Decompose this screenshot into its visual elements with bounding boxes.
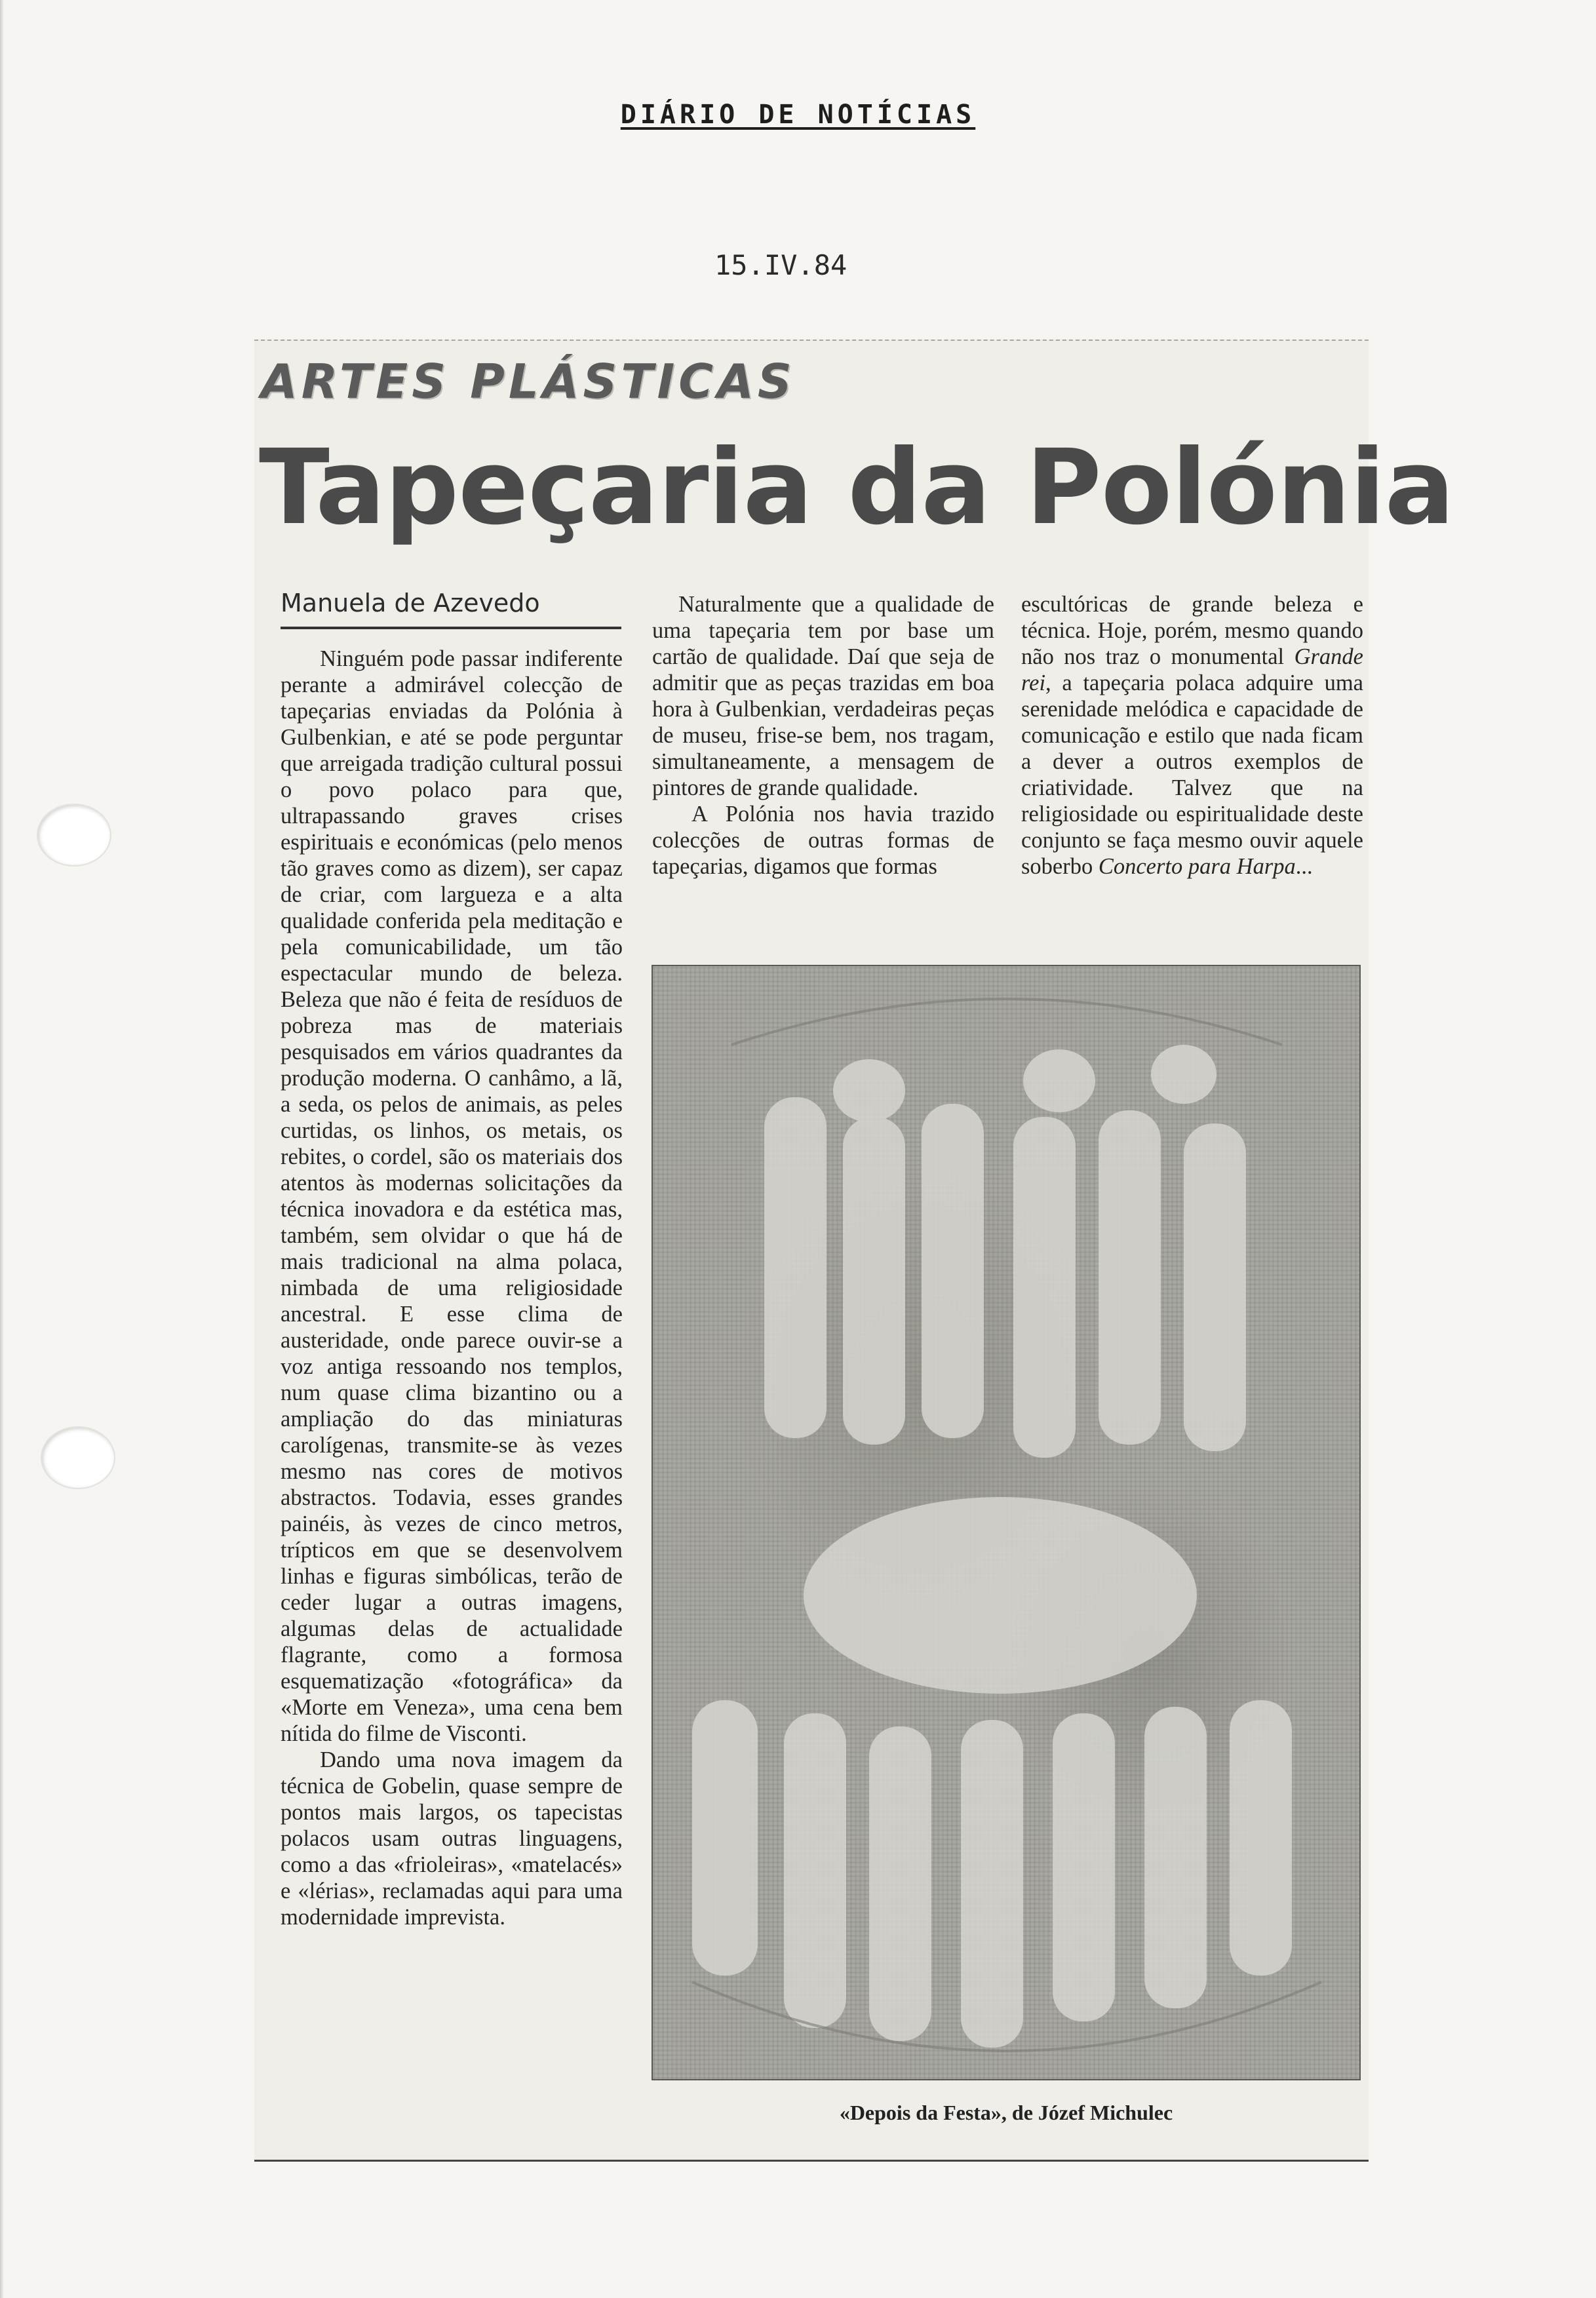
punch-hole-top [38,805,110,865]
artwork-title-grande-rei: Grande rei [1021,644,1363,695]
column-3-text-a: escultóricas de grande beleza e técnica. Hoje, porém, mesmo quando não nos traz o monumental [1021,592,1363,669]
column-3-text-b: , a tapeçaria polaca adquire uma serenidade melódica e capacidade de comunicação e estilo que nada ficam a dever a outros exemplos de criatividade. Talvez que na religiosidade ou espiritualidade deste conjunto se faça mesmo ouvir aquele soberbo [1021,671,1363,879]
column-2-paragraph-1: Naturalmente que a qualidade de uma tapeçaria tem por base um cartão de qualidade. Daí que seja de admitir que as peças trazidas em boa hora à Gulbenkian, verdadeiras peças de museu, frise-se bem, nos tragam, simultaneamente, a mensagem de pintores de grande qualidade. [652,592,994,800]
photo-caption [652,2101,1361,2125]
column-3-paragraph [1021,591,1363,880]
column-2-paragraph-2: A Polónia nos havia trazido colecções de outras formas de tapeçarias, digamos que formas [652,802,994,879]
column-1-paragraph-2: Dando uma nova imagem da técnica de Gobelin, quase sempre de pontos mais largos, os tapecistas polacos usam outras linguagens, como a das «frioleiras», «matelacés» e «lérias», reclamadas aqui para uma modernidade imprevista. [281,1747,623,1930]
article-column-1 [281,646,623,1930]
column-3-text-c: ... [1295,854,1313,879]
artwork-title-concerto: Concerto para Harpa [1098,854,1296,879]
newspaper-name: DIÁRIO DE NOTÍCIAS [620,100,976,130]
caption-artist: , de Józef Michulec [1001,2101,1173,2124]
article-column-2 [652,591,994,880]
section-kicker: ARTES PLÁSTICAS [261,354,796,409]
clipping-date: 15.IV.84 [714,249,847,281]
article-byline: Manuela de Azevedo [281,589,621,629]
column-1-paragraph-1: Ninguém pode passar indiferente perante a admirável colecção de tapeçarias enviadas da Polónia à Gulbenkian, e até se pode perguntar que arreigada tradição cultural possui o povo polaco para que, ultrapassando graves crises espirituais e económicas (pelo menos tão graves como as dizem), ser capaz de criar, com largueza e a alta qualidade conferida pela meditação e pela comunicabilidade, um tão espectacular mundo de beleza. Beleza que não é feita de resíduos de pobreza mas de materiais pesquisados em vários quadrantes da produção moderna. O canhâmo, a lã, a seda, os pelos de animais, as peles curtidas, os linhos, os metais, os rebites, o cordel, são os materiais dos atentos às modernas solicitações da técnica inovadora e da estética mas, também, sem olvidar o que há de mais tradicional na alma polaca, nimbada de uma religiosidade ancestral. E esse clima de austeridade, onde parece ouvir-se a voz antiga ressoando nos templos, num quase clima bizantino ou a ampliação do das miniaturas carolígenas, transmite-se às vezes mesmo nas cores de motivos abstractos. Todavia, esses grandes painéis, às vezes de cinco metros, trípticos em que se desenvolvem linhas e figuras simbólicas, terão de ceder lugar a outras imagens, algumas delas de actualidade flagrante, como a formosa esquematização «fotográfica» da «Morte em Veneza», uma cena bem nítida do filme de Visconti. [281,646,623,1746]
article-headline: Tapeçaria da Polónia [259,427,1454,548]
tapestry-photo [652,965,1361,2080]
article-column-3 [1021,591,1363,880]
paper-edge [0,0,4,2298]
tapestry-photo-illustration [653,966,1361,2080]
caption-artwork-title: «Depois da Festa» [839,2101,1002,2124]
punch-hole-bottom [42,1428,114,1488]
